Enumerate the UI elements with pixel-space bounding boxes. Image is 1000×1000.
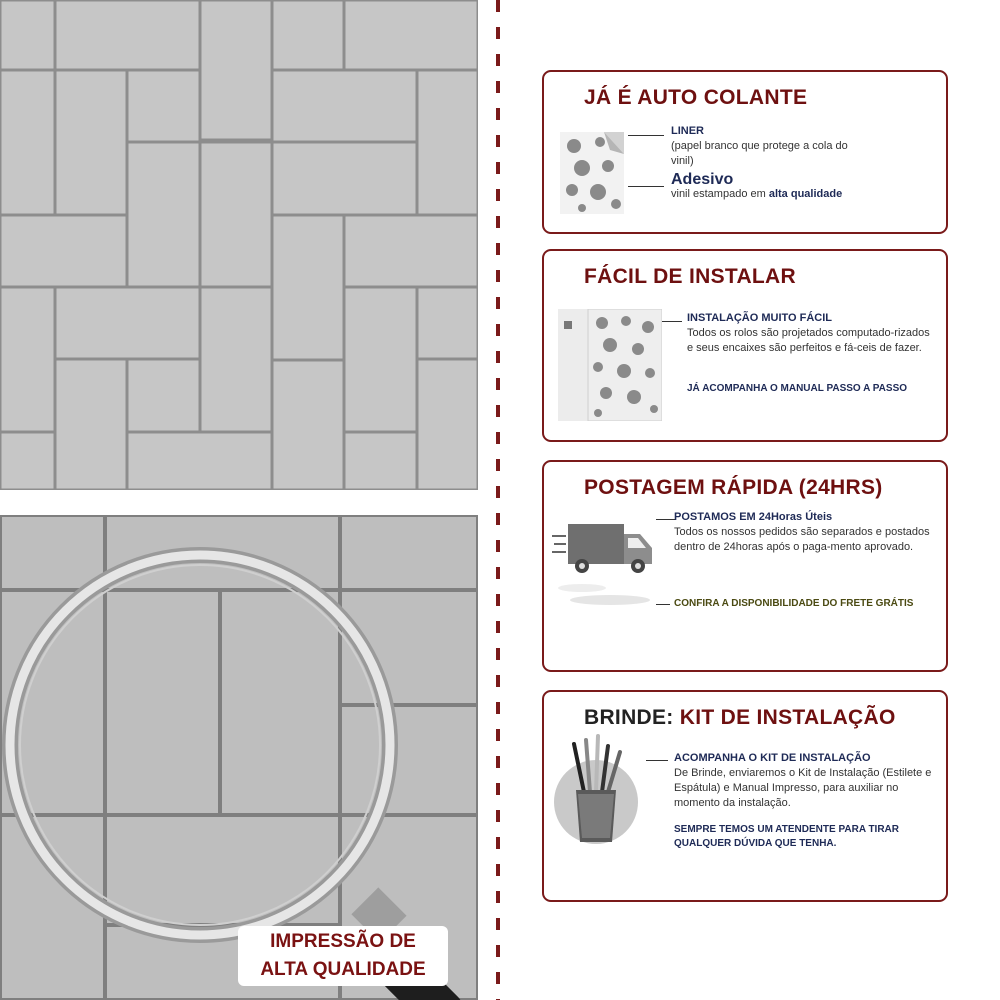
postagem-desc: Todos os nossos pedidos são separados e postados dentro de 24horas após o paga-mento aprovado. — [674, 526, 930, 553]
quality-badge — [238, 926, 448, 986]
adesivo-label: Adesivo — [671, 171, 734, 188]
adesivo-desc: vinil estampado em — [671, 188, 766, 200]
card-postagem — [542, 460, 948, 672]
paving-pattern-image — [0, 0, 478, 490]
card-brinde — [542, 690, 948, 902]
card-facil-instalar — [542, 249, 948, 442]
wall-installation-icon — [558, 309, 662, 421]
frete-leader — [656, 604, 670, 605]
card-title: POSTAGEM RÁPIDA (24HRS) — [584, 476, 883, 499]
brinde-leader — [646, 760, 668, 761]
vinyl-sticker-icon — [560, 132, 624, 214]
facil-desc: Todos os rolos são projetados computado-rizados e seus encaixes são perfeitos e fá-ceis de fazer. — [687, 327, 930, 354]
delivery-truck-icon — [552, 518, 654, 614]
adesivo-desc-bold: alta qualidade — [768, 188, 843, 200]
facil-note: JÁ ACOMPANHA O MANUAL PASSO A PASSO — [687, 383, 908, 394]
brinde-note: SEMPRE TEMOS UM ATENDENTE PARA TIRAR QUALQUER DÚVIDA QUE TENHA. — [674, 824, 900, 849]
card-title: FÁCIL DE INSTALAR — [584, 265, 796, 288]
card-auto-colante — [542, 70, 948, 234]
brinde-title-red: KIT DE INSTALAÇÃO — [679, 706, 896, 729]
quality-badge-line2: ALTA QUALIDADE — [260, 959, 426, 980]
brinde-title-dark: BRINDE: — [584, 706, 674, 729]
postagem-label: POSTAMOS EM 24Horas Úteis — [674, 511, 833, 523]
liner-desc: (papel branco que protege a cola do vinil) — [671, 140, 848, 167]
facil-leader — [662, 321, 682, 322]
facil-label: INSTALAÇÃO MUITO FÁCIL — [687, 312, 833, 324]
liner-label: LINER — [671, 125, 704, 137]
quality-badge-line1: IMPRESSÃO DE — [270, 931, 416, 952]
tool-kit-icon — [548, 734, 644, 854]
product-image-panel — [0, 0, 478, 1000]
brinde-label: ACOMPANHA O KIT DE INSTALAÇÃO — [674, 752, 871, 764]
adesivo-leader — [628, 186, 664, 187]
card-title: JÁ É AUTO COLANTE — [584, 86, 808, 109]
dashed-divider — [494, 0, 502, 1000]
card-title — [584, 706, 896, 730]
brinde-desc: De Brinde, enviaremos o Kit de Instalação (Estilete e Espátula) e Manual Impresso, para auxiliar no momento da instalação. — [674, 767, 932, 809]
liner-leader — [628, 135, 664, 136]
frete-note: CONFIRA A DISPONIBILIDADE DO FRETE GRÁTIS — [674, 598, 914, 609]
postagem-leader — [656, 519, 676, 520]
